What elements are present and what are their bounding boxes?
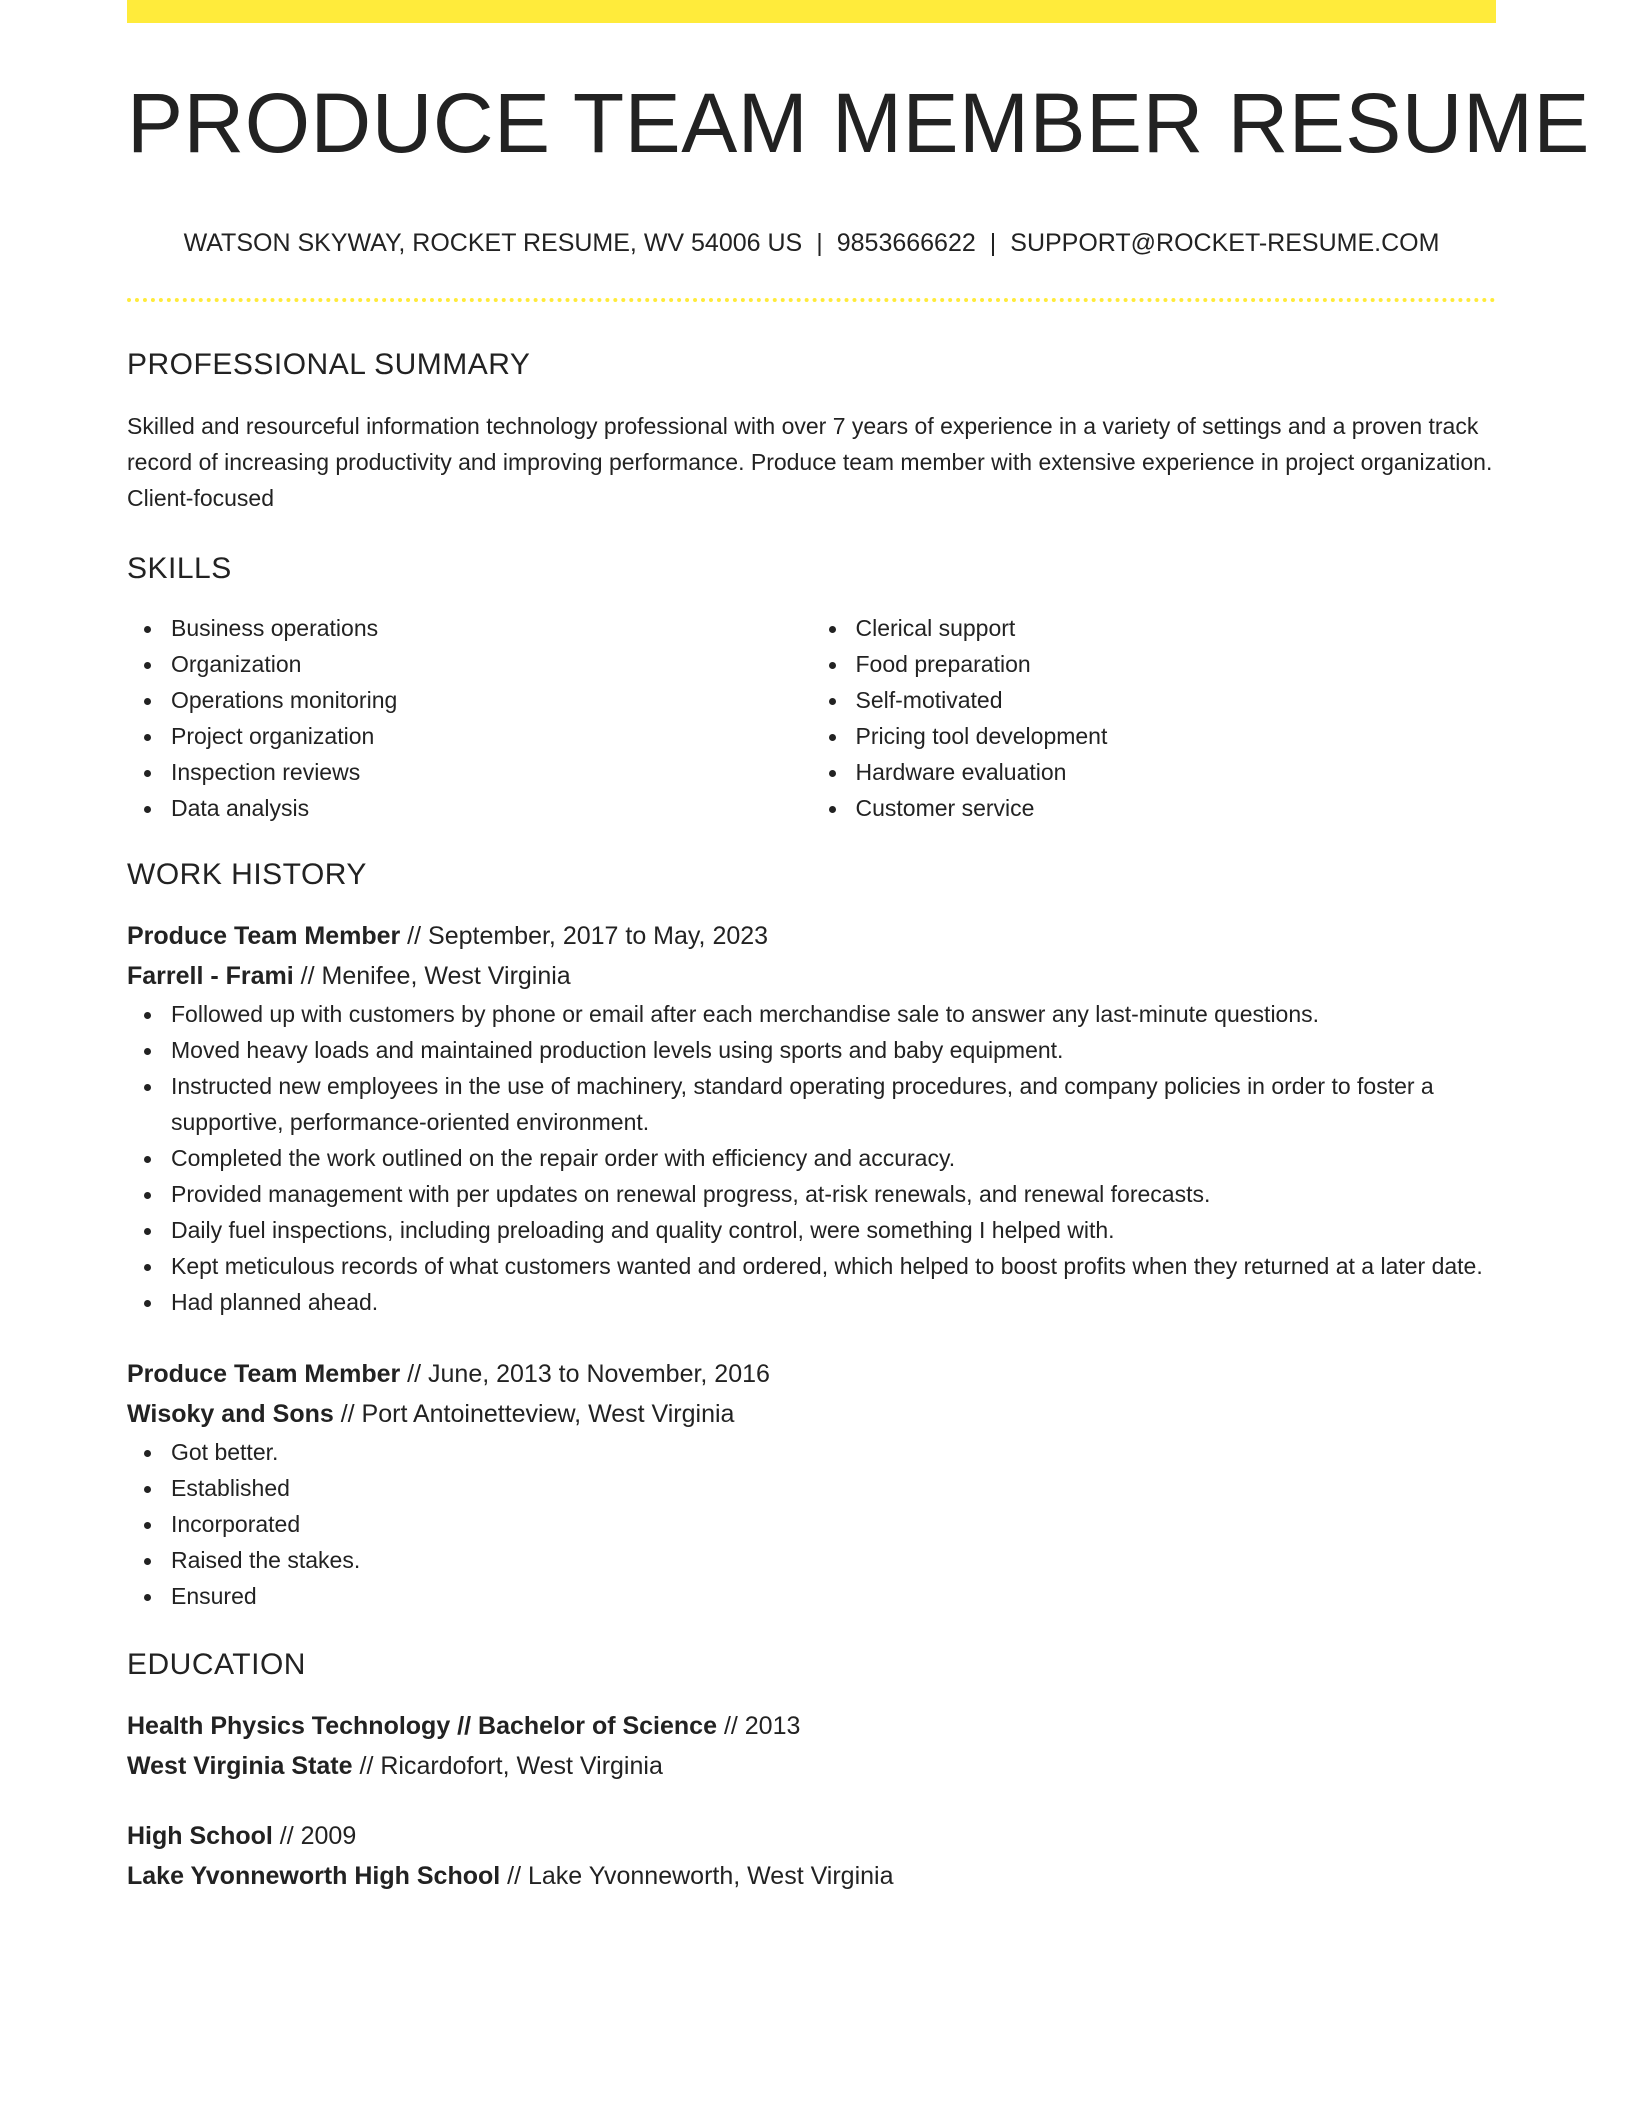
job-bullet: Completed the work outlined on the repair order with efficiency and accuracy. <box>127 1140 1496 1176</box>
skill-item: Business operations <box>127 610 812 646</box>
education-entry <box>127 1816 1496 1896</box>
job-company-line <box>127 956 1496 996</box>
education-school-line <box>127 1856 1496 1896</box>
skill-item: Data analysis <box>127 790 812 826</box>
education-year: // 2009 <box>272 1822 357 1850</box>
summary-heading: PROFESSIONAL SUMMARY <box>127 348 531 381</box>
job-company-line <box>127 1394 1496 1434</box>
job-bullet: Followed up with customers by phone or email after each merchandise sale to answer any last-minute questions. <box>127 996 1496 1032</box>
job-bullet: Established <box>127 1470 1496 1506</box>
accent-top-bar <box>127 0 1496 23</box>
job-bullets <box>127 1434 1496 1614</box>
education-entry <box>127 1706 1496 1786</box>
contact-address: WATSON SKYWAY, ROCKET RESUME, WV 54006 US <box>183 229 803 257</box>
education-heading: EDUCATION <box>127 1648 306 1681</box>
skills-columns <box>127 610 1496 826</box>
job-location: // Port Antoinetteview, West Virginia <box>333 1400 735 1428</box>
contact-phone: 9853666622 <box>836 229 976 257</box>
education-degree: Health Physics Technology // Bachelor of Science <box>127 1712 717 1740</box>
resume-page <box>127 0 1590 1896</box>
skills-list-left <box>127 610 812 826</box>
job-entry <box>127 916 1496 1320</box>
job-bullet: Provided management with per updates on renewal progress, at-risk renewals, and renewal forecasts. <box>127 1176 1496 1212</box>
dotted-divider <box>127 298 1496 302</box>
job-bullet: Had planned ahead. <box>127 1284 1496 1320</box>
job-bullet: Daily fuel inspections, including preloading and quality control, were something I helped with. <box>127 1212 1496 1248</box>
education-school: Lake Yvonneworth High School <box>127 1862 501 1890</box>
job-title: Produce Team Member <box>127 922 401 950</box>
contact-separator: | <box>816 229 823 257</box>
skill-item: Pricing tool development <box>812 718 1497 754</box>
skill-item: Project organization <box>127 718 812 754</box>
skill-item: Self-motivated <box>812 682 1497 718</box>
contact-line <box>127 231 1496 256</box>
education-degree-line <box>127 1706 1496 1746</box>
skill-item: Operations monitoring <box>127 682 812 718</box>
job-bullet: Incorporated <box>127 1506 1496 1542</box>
education-location: // Lake Yvonneworth, West Virginia <box>500 1862 894 1890</box>
education-location: // Ricardofort, West Virginia <box>352 1752 663 1780</box>
skills-list-right <box>812 610 1497 826</box>
job-company: Wisoky and Sons <box>127 1400 334 1428</box>
contact-separator: | <box>989 229 997 257</box>
skill-item: Hardware evaluation <box>812 754 1497 790</box>
job-title-line <box>127 1354 1496 1394</box>
skills-heading: SKILLS <box>127 552 232 585</box>
job-bullets <box>127 996 1496 1320</box>
education-school: West Virginia State <box>127 1752 353 1780</box>
job-bullet: Moved heavy loads and maintained production levels using sports and baby equipment. <box>127 1032 1496 1068</box>
job-dates: // June, 2013 to November, 2016 <box>400 1360 770 1388</box>
skill-item: Customer service <box>812 790 1497 826</box>
job-dates: // September, 2017 to May, 2023 <box>400 922 769 950</box>
job-bullet: Ensured <box>127 1578 1496 1614</box>
skill-item: Food preparation <box>812 646 1497 682</box>
skill-item: Organization <box>127 646 812 682</box>
skills-column-right <box>812 610 1497 826</box>
education-year: // 2013 <box>717 1712 801 1740</box>
job-entry <box>127 1354 1496 1614</box>
education-degree-line <box>127 1816 1496 1856</box>
job-bullet: Raised the stakes. <box>127 1542 1496 1578</box>
skills-column-left <box>127 610 812 826</box>
contact-email: SUPPORT@ROCKET-RESUME.COM <box>1010 229 1440 257</box>
education-degree: High School <box>127 1822 273 1850</box>
skill-item: Inspection reviews <box>127 754 812 790</box>
resume-title: PRODUCE TEAM MEMBER RESUME <box>127 76 1590 170</box>
job-title-line <box>127 916 1496 956</box>
education-school-line <box>127 1746 1496 1786</box>
job-location: // Menifee, West Virginia <box>293 962 571 990</box>
job-bullet: Kept meticulous records of what customers wanted and ordered, which helped to boost profits when they returned at a later date. <box>127 1248 1496 1284</box>
summary-text: Skilled and resourceful information technology professional with over 7 years of experience in a variety of settings and a proven track record of increasing productivity and improving performance. Produce team member with extensive experience in project organization. Client-focused <box>127 413 1493 511</box>
skill-item: Clerical support <box>812 610 1497 646</box>
job-title: Produce Team Member <box>127 1360 401 1388</box>
work-history-heading: WORK HISTORY <box>127 858 367 891</box>
job-company: Farrell - Frami <box>127 962 294 990</box>
job-bullet: Instructed new employees in the use of machinery, standard operating procedures, and company policies in order to foster a supportive, performance-oriented environment. <box>127 1068 1496 1140</box>
job-bullet: Got better. <box>127 1434 1496 1470</box>
